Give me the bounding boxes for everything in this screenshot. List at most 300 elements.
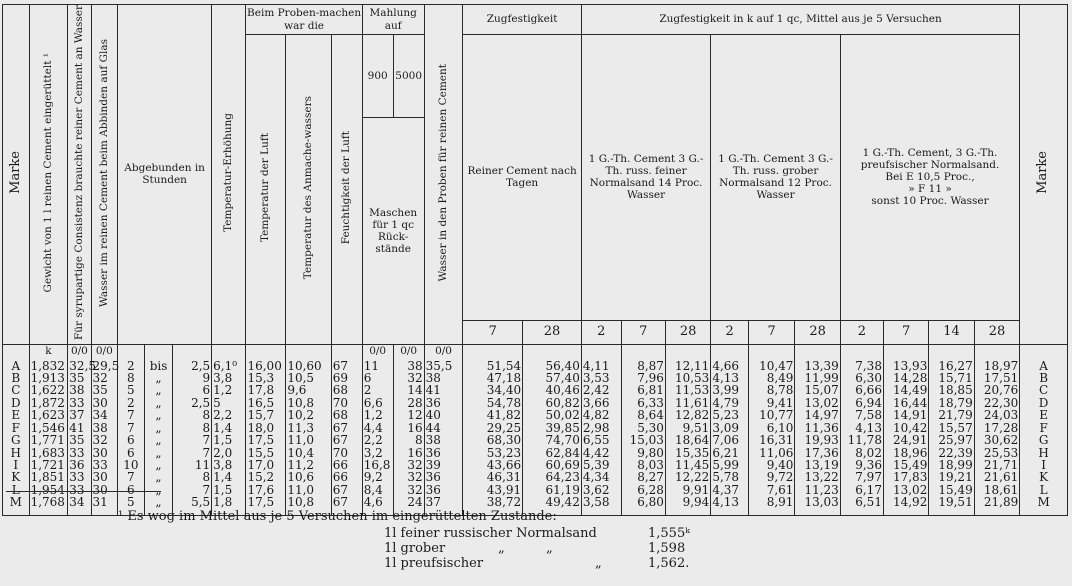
unit-percent: 0/0 bbox=[362, 344, 393, 356]
cell-wasser-glas: 33 bbox=[91, 459, 118, 471]
cell-grober-28: 14,97 bbox=[795, 409, 840, 421]
cell-feiner-2: 2,42 bbox=[581, 384, 621, 396]
cell-preuss-2: 4,13 bbox=[840, 422, 883, 434]
cell-preuss-28: 24,03 bbox=[974, 409, 1020, 421]
cell-preuss-2: 11,78 bbox=[840, 434, 883, 446]
cell-reiner-7: 47,18 bbox=[463, 372, 523, 384]
cell-preuss-2: 6,30 bbox=[840, 372, 883, 384]
cell-abgebunden-von: 6 bbox=[118, 484, 145, 496]
cell-marke-right: A bbox=[1020, 356, 1068, 372]
cell-reiner-7: 34,40 bbox=[463, 384, 523, 396]
header-day: 7 bbox=[883, 320, 928, 344]
cell-preuss-28: 21,71 bbox=[974, 459, 1020, 471]
cell-preuss-14: 15,57 bbox=[929, 422, 974, 434]
cell-grober-2: 4,13 bbox=[711, 372, 749, 384]
cell-temp-wasser: 10,4 bbox=[286, 447, 331, 459]
cell-consistenz: 38 bbox=[68, 384, 91, 396]
cell-feiner-7: 15,03 bbox=[621, 434, 665, 446]
cell-reiner-28: 56,40 bbox=[523, 356, 582, 372]
cell-temp-luft: 15,2 bbox=[246, 471, 286, 483]
cell-mahlung-5000: 24 bbox=[393, 496, 424, 515]
cell-marke-right: B bbox=[1020, 372, 1068, 384]
footnote-item-ditto: „ bbox=[595, 556, 602, 571]
cell-mahlung-5000: 16 bbox=[393, 447, 424, 459]
cell-gewicht: 1,832 bbox=[29, 356, 68, 372]
cell-consistenz: 41 bbox=[68, 422, 91, 434]
cell-feiner-28: 11,61 bbox=[665, 397, 710, 409]
cell-marke: G bbox=[3, 434, 30, 446]
cell-wasser-glas: 30 bbox=[91, 447, 118, 459]
cell-mahlung-900: 4,4 bbox=[362, 422, 393, 434]
cell-feuchtigkeit: 67 bbox=[331, 422, 362, 434]
cell-temperatur-erhoehung: 3,8 bbox=[212, 372, 246, 384]
table-row bbox=[3, 409, 1068, 421]
cell-feiner-7: 8,03 bbox=[621, 459, 665, 471]
header-marke: Marke bbox=[3, 5, 30, 345]
cell-temp-luft: 16,00 bbox=[246, 356, 286, 372]
cell-consistenz: 34 bbox=[68, 496, 91, 515]
table-row bbox=[3, 434, 1068, 446]
cell-marke-right: D bbox=[1020, 397, 1068, 409]
cell-temp-wasser: 11,0 bbox=[286, 484, 331, 496]
cell-grober-7: 6,10 bbox=[748, 422, 794, 434]
cell-abgebunden-nach: 6 bbox=[173, 384, 212, 396]
cell-preuss-7: 14,28 bbox=[883, 372, 928, 384]
cell-reiner-7: 54,78 bbox=[463, 397, 523, 409]
header-gewicht: Gewicht von 1 l reinen Cement eingerüttelt ¹ bbox=[29, 5, 68, 345]
cell-mahlung-5000: 32 bbox=[393, 459, 424, 471]
cell-marke: E bbox=[3, 409, 30, 421]
cell-preuss-28: 25,53 bbox=[974, 447, 1020, 459]
unit-percent: 0/0 bbox=[91, 344, 118, 356]
cell-feiner-7: 6,33 bbox=[621, 397, 665, 409]
cell-temperatur-erhoehung: 1,4 bbox=[212, 422, 246, 434]
cell-mahlung-900: 6,6 bbox=[362, 397, 393, 409]
cell-mahlung-5000: 8 bbox=[393, 434, 424, 446]
header-grober-normalsand: 1 G.-Th. Cement 3 G.-Th. russ. grober Normalsand 12 Proc. Wasser bbox=[711, 35, 840, 321]
cell-abgebunden-nach: 11 bbox=[173, 459, 212, 471]
cell-abgebunden-bis: „ bbox=[144, 434, 173, 446]
cell-reiner-7: 53,23 bbox=[463, 447, 523, 459]
cell-feuchtigkeit: 66 bbox=[331, 459, 362, 471]
cell-preuss-14: 18,79 bbox=[929, 397, 974, 409]
header-temperatur-erhoehung: Temperatur-Erhöhung bbox=[212, 5, 246, 345]
cell-grober-7: 9,72 bbox=[748, 471, 794, 483]
cell-abgebunden-bis: „ bbox=[144, 409, 173, 421]
cell-feiner-2: 6,55 bbox=[581, 434, 621, 446]
cell-preuss-2: 6,17 bbox=[840, 484, 883, 496]
cell-temperatur-erhoehung: 2,0 bbox=[212, 447, 246, 459]
cell-temperatur-erhoehung: 5 bbox=[212, 397, 246, 409]
cell-grober-7: 7,61 bbox=[748, 484, 794, 496]
cell-temperatur-erhoehung: 3,8 bbox=[212, 459, 246, 471]
cell-reiner-28: 39,85 bbox=[523, 422, 582, 434]
cell-feiner-28: 10,53 bbox=[665, 372, 710, 384]
cell-mahlung-5000: 32 bbox=[393, 471, 424, 483]
cell-preuss-2: 8,02 bbox=[840, 447, 883, 459]
cell-grober-2: 4,79 bbox=[711, 397, 749, 409]
unit-percent: 0/0 bbox=[68, 344, 91, 356]
cell-reiner-28: 64,23 bbox=[523, 471, 582, 483]
cell-abgebunden-bis: „ bbox=[144, 496, 173, 515]
cell-preuss-14: 18,85 bbox=[929, 384, 974, 396]
header-zugfestigkeit-mittel: Zugfestigkeit in k auf 1 qc, Mittel aus je 5 Versuchen bbox=[581, 5, 1019, 35]
cell-preuss-7: 15,49 bbox=[883, 459, 928, 471]
header-maschen: Maschen für 1 qc Rück-stände bbox=[362, 117, 424, 344]
cell-consistenz: 33 bbox=[68, 471, 91, 483]
cell-grober-28: 15,07 bbox=[795, 384, 840, 396]
cell-feuchtigkeit: 70 bbox=[331, 397, 362, 409]
cell-feiner-7: 8,64 bbox=[621, 409, 665, 421]
cell-feuchtigkeit: 70 bbox=[331, 447, 362, 459]
cell-temperatur-erhoehung: 1,5 bbox=[212, 484, 246, 496]
cell-abgebunden-von: 6 bbox=[118, 447, 145, 459]
cell-feuchtigkeit: 68 bbox=[331, 384, 362, 396]
cell-abgebunden-von: 10 bbox=[118, 459, 145, 471]
cell-preuss-2: 6,51 bbox=[840, 496, 883, 515]
cell-feiner-2: 3,58 bbox=[581, 496, 621, 515]
cell-temperatur-erhoehung: 1,5 bbox=[212, 434, 246, 446]
cell-feiner-7: 7,96 bbox=[621, 372, 665, 384]
cell-preuss-7: 18,96 bbox=[883, 447, 928, 459]
cell-feiner-2: 5,39 bbox=[581, 459, 621, 471]
cell-feiner-2: 2,98 bbox=[581, 422, 621, 434]
cell-consistenz: 33 bbox=[68, 484, 91, 496]
cell-abgebunden-bis: „ bbox=[144, 484, 173, 496]
cell-feiner-28: 15,35 bbox=[665, 447, 710, 459]
header-marke-right: Marke bbox=[1020, 5, 1068, 345]
cell-preuss-28: 30,62 bbox=[974, 434, 1020, 446]
cell-feiner-28: 12,11 bbox=[665, 356, 710, 372]
cell-mahlung-900: 4,6 bbox=[362, 496, 393, 515]
cell-wasser-proben: 39 bbox=[424, 459, 463, 471]
cell-reiner-28: 40,46 bbox=[523, 384, 582, 396]
cell-grober-2: 3,99 bbox=[711, 384, 749, 396]
cell-temp-wasser: 11,0 bbox=[286, 434, 331, 446]
header-mahlung-900: 900 bbox=[362, 35, 393, 118]
cell-feiner-7: 8,27 bbox=[621, 471, 665, 483]
cell-temp-wasser: 10,6 bbox=[286, 471, 331, 483]
cell-grober-28: 13,22 bbox=[795, 471, 840, 483]
cell-preuss-2: 9,36 bbox=[840, 459, 883, 471]
cell-gewicht: 1,913 bbox=[29, 372, 68, 384]
cell-grober-28: 13,03 bbox=[795, 496, 840, 515]
cell-preuss-7: 14,49 bbox=[883, 384, 928, 396]
cell-marke: L bbox=[3, 484, 30, 496]
unit-percent: 0/0 bbox=[393, 344, 424, 356]
cell-reiner-28: 50,02 bbox=[523, 409, 582, 421]
cell-consistenz: 36 bbox=[68, 459, 91, 471]
cell-grober-2: 4,37 bbox=[711, 484, 749, 496]
cell-gewicht: 1,622 bbox=[29, 384, 68, 396]
cell-abgebunden-bis: „ bbox=[144, 422, 173, 434]
header-day: 7 bbox=[463, 320, 523, 344]
cell-temp-luft: 17,0 bbox=[246, 459, 286, 471]
footnote-item-value: 1,598 bbox=[648, 541, 686, 556]
cell-reiner-28: 60,69 bbox=[523, 459, 582, 471]
cell-gewicht: 1,623 bbox=[29, 409, 68, 421]
header-mahlung: Mahlung auf bbox=[362, 5, 424, 35]
cell-marke-right: M bbox=[1020, 496, 1068, 515]
cell-preuss-14: 15,49 bbox=[929, 484, 974, 496]
header-temp-wasser: Temperatur des Anmache-wassers bbox=[286, 35, 331, 345]
cell-preuss-7: 13,93 bbox=[883, 356, 928, 372]
cell-temperatur-erhoehung: 6,1⁰ bbox=[212, 356, 246, 372]
cell-mahlung-900: 1,2 bbox=[362, 409, 393, 421]
units-row bbox=[3, 344, 1068, 356]
cell-abgebunden-von: 8 bbox=[118, 372, 145, 384]
cell-abgebunden-bis: „ bbox=[144, 447, 173, 459]
cell-mahlung-5000: 12 bbox=[393, 409, 424, 421]
cell-preuss-2: 7,58 bbox=[840, 409, 883, 421]
cell-feiner-7: 5,30 bbox=[621, 422, 665, 434]
cell-feiner-2: 3,62 bbox=[581, 484, 621, 496]
cell-marke: C bbox=[3, 384, 30, 396]
cell-wasser-proben: 36 bbox=[424, 447, 463, 459]
cell-temp-luft: 15,3 bbox=[246, 372, 286, 384]
cell-marke: A bbox=[3, 356, 30, 372]
cell-temperatur-erhoehung: 2,2 bbox=[212, 409, 246, 421]
cell-feiner-2: 4,11 bbox=[581, 356, 621, 372]
cell-mahlung-5000: 38 bbox=[393, 356, 424, 372]
cell-preuss-28: 20,76 bbox=[974, 384, 1020, 396]
cell-reiner-7: 41,82 bbox=[463, 409, 523, 421]
cell-preuss-7: 13,02 bbox=[883, 484, 928, 496]
cell-wasser-glas: 29,5 bbox=[91, 356, 118, 372]
cell-wasser-glas: 34 bbox=[91, 409, 118, 421]
cell-preuss-7: 24,91 bbox=[883, 434, 928, 446]
cell-marke: I bbox=[3, 459, 30, 471]
cell-wasser-proben: 35,5 bbox=[424, 356, 463, 372]
cell-consistenz: 35 bbox=[68, 434, 91, 446]
cell-grober-2: 4,66 bbox=[711, 356, 749, 372]
cell-marke: F bbox=[3, 422, 30, 434]
cell-reiner-7: 29,25 bbox=[463, 422, 523, 434]
cell-consistenz: 32,5 bbox=[68, 356, 91, 372]
cell-reiner-28: 60,82 bbox=[523, 397, 582, 409]
header-abgebunden: Abgebunden in Stunden bbox=[118, 5, 212, 345]
cell-preuss-14: 21,79 bbox=[929, 409, 974, 421]
cell-abgebunden-bis: „ bbox=[144, 372, 173, 384]
cell-feuchtigkeit: 68 bbox=[331, 409, 362, 421]
cell-abgebunden-nach: 7 bbox=[173, 447, 212, 459]
header-preussischer-normalsand: 1 G.-Th. Cement, 3 G.-Th. preufsischer Normalsand. Bei E 10,5 Proc., » F 11 » sonst 10 Proc. Wasser bbox=[840, 35, 1019, 321]
cell-marke-right: C bbox=[1020, 384, 1068, 396]
footnote-rule bbox=[6, 491, 161, 492]
cell-grober-2: 4,13 bbox=[711, 496, 749, 515]
cell-marke: K bbox=[3, 471, 30, 483]
cell-marke: H bbox=[3, 447, 30, 459]
footnote-text: ¹ Es wog im Mittel aus je 5 Versuchen im eingerüttelten Zustande: bbox=[118, 509, 557, 524]
header-day: 28 bbox=[665, 320, 710, 344]
cell-feuchtigkeit: 67 bbox=[331, 484, 362, 496]
cell-feiner-7: 6,81 bbox=[621, 384, 665, 396]
cell-grober-2: 5,78 bbox=[711, 471, 749, 483]
cell-temp-wasser: 11,3 bbox=[286, 422, 331, 434]
cell-mahlung-5000: 28 bbox=[393, 397, 424, 409]
cell-feuchtigkeit: 66 bbox=[331, 471, 362, 483]
cell-mahlung-900: 2,2 bbox=[362, 434, 393, 446]
footnote-item-value: 1,555ᵏ bbox=[648, 526, 690, 541]
cell-preuss-28: 18,61 bbox=[974, 484, 1020, 496]
cell-temp-luft: 18,0 bbox=[246, 422, 286, 434]
cell-grober-7: 8,49 bbox=[748, 372, 794, 384]
cell-temp-luft: 17,6 bbox=[246, 484, 286, 496]
cell-grober-28: 19,93 bbox=[795, 434, 840, 446]
cell-wasser-proben: 36 bbox=[424, 471, 463, 483]
cell-reiner-28: 62,84 bbox=[523, 447, 582, 459]
cell-temp-luft: 17,5 bbox=[246, 496, 286, 515]
cell-temp-luft: 16,5 bbox=[246, 397, 286, 409]
cell-marke-right: H bbox=[1020, 447, 1068, 459]
cell-wasser-proben: 38 bbox=[424, 434, 463, 446]
header-beim-probenmachen: Beim Proben-machen war die bbox=[246, 5, 362, 35]
cell-preuss-7: 14,91 bbox=[883, 409, 928, 421]
cell-wasser-glas: 35 bbox=[91, 384, 118, 396]
cell-mahlung-900: 6 bbox=[362, 372, 393, 384]
cell-abgebunden-von: 2 bbox=[118, 397, 145, 409]
cell-consistenz: 33 bbox=[68, 397, 91, 409]
cell-consistenz: 35 bbox=[68, 372, 91, 384]
cell-preuss-14: 25,97 bbox=[929, 434, 974, 446]
cell-grober-2: 6,21 bbox=[711, 447, 749, 459]
cell-feuchtigkeit: 67 bbox=[331, 356, 362, 372]
cell-wasser-proben: 36 bbox=[424, 484, 463, 496]
cell-gewicht: 1,546 bbox=[29, 422, 68, 434]
cell-grober-2: 5,99 bbox=[711, 459, 749, 471]
cell-temp-wasser: 10,8 bbox=[286, 397, 331, 409]
cell-grober-7: 11,06 bbox=[748, 447, 794, 459]
cell-reiner-28: 74,70 bbox=[523, 434, 582, 446]
cell-reiner-28: 49,42 bbox=[523, 496, 582, 515]
cell-abgebunden-von: 7 bbox=[118, 422, 145, 434]
cell-wasser-proben: 44 bbox=[424, 422, 463, 434]
cell-temp-luft: 17,5 bbox=[246, 434, 286, 446]
cell-temp-wasser: 10,2 bbox=[286, 409, 331, 421]
cell-grober-7: 9,41 bbox=[748, 397, 794, 409]
footnote-item-label: 1l feiner russischer Normalsand bbox=[384, 526, 597, 541]
cell-mahlung-5000: 32 bbox=[393, 372, 424, 384]
cell-abgebunden-von: 6 bbox=[118, 434, 145, 446]
cell-temperatur-erhoehung: 1,2 bbox=[212, 384, 246, 396]
cell-feiner-28: 11,45 bbox=[665, 459, 710, 471]
header-wasser-proben: Wasser in den Proben für reinen Cement bbox=[424, 5, 463, 345]
cell-preuss-2: 6,66 bbox=[840, 384, 883, 396]
cell-gewicht: 1,683 bbox=[29, 447, 68, 459]
cell-mahlung-5000: 32 bbox=[393, 484, 424, 496]
header-wasser-glas: Wasser im reinen Cement beim Abbinden auf Glas bbox=[91, 5, 118, 345]
cell-feiner-28: 11,53 bbox=[665, 384, 710, 396]
cell-gewicht: 1,872 bbox=[29, 397, 68, 409]
header-day: 2 bbox=[840, 320, 883, 344]
cell-reiner-7: 46,31 bbox=[463, 471, 523, 483]
cell-abgebunden-nach: 7 bbox=[173, 484, 212, 496]
cell-wasser-proben: 40 bbox=[424, 409, 463, 421]
cell-marke-right: E bbox=[1020, 409, 1068, 421]
cell-preuss-2: 7,38 bbox=[840, 356, 883, 372]
cell-grober-7: 8,78 bbox=[748, 384, 794, 396]
cell-temp-luft: 15,5 bbox=[246, 447, 286, 459]
header-feuchtigkeit: Feuchtigkeit der Luft bbox=[331, 35, 362, 345]
cell-gewicht: 1,768 bbox=[29, 496, 68, 515]
footnote-item-label: 1l grober bbox=[384, 541, 446, 556]
header-day: 28 bbox=[974, 320, 1020, 344]
cell-feiner-2: 4,42 bbox=[581, 447, 621, 459]
cell-wasser-glas: 30 bbox=[91, 471, 118, 483]
cell-preuss-7: 17,83 bbox=[883, 471, 928, 483]
cell-marke-right: K bbox=[1020, 471, 1068, 483]
header-reiner-cement: Reiner Cement nach Tagen bbox=[463, 35, 581, 321]
cell-feiner-2: 4,82 bbox=[581, 409, 621, 421]
table-row bbox=[3, 356, 1068, 372]
cell-abgebunden-nach: 8 bbox=[173, 409, 212, 421]
cell-abgebunden-von: 2 bbox=[118, 356, 145, 372]
cell-gewicht: 1,721 bbox=[29, 459, 68, 471]
cell-feuchtigkeit: 67 bbox=[331, 434, 362, 446]
cell-preuss-2: 6,94 bbox=[840, 397, 883, 409]
cell-abgebunden-nach: 9 bbox=[173, 372, 212, 384]
cell-feiner-28: 9,51 bbox=[665, 422, 710, 434]
header-day: 7 bbox=[748, 320, 794, 344]
cell-feiner-7: 6,28 bbox=[621, 484, 665, 496]
header-temp-luft: Temperatur der Luft bbox=[246, 35, 286, 345]
cell-abgebunden-bis: „ bbox=[144, 397, 173, 409]
cell-mahlung-900: 3,2 bbox=[362, 447, 393, 459]
footnote-item-label: 1l preufsischer bbox=[384, 556, 484, 571]
cell-reiner-7: 43,91 bbox=[463, 484, 523, 496]
cell-wasser-glas: 30 bbox=[91, 484, 118, 496]
cell-grober-7: 16,31 bbox=[748, 434, 794, 446]
cell-grober-2: 3,09 bbox=[711, 422, 749, 434]
cell-abgebunden-nach: 8 bbox=[173, 422, 212, 434]
cell-temp-luft: 15,7 bbox=[246, 409, 286, 421]
cell-abgebunden-nach: 2,5 bbox=[173, 356, 212, 372]
cell-feuchtigkeit: 69 bbox=[331, 372, 362, 384]
cell-abgebunden-bis: bis bbox=[144, 356, 173, 372]
cell-grober-2: 7,06 bbox=[711, 434, 749, 446]
cell-abgebunden-nach: 2,5 bbox=[173, 397, 212, 409]
cell-preuss-7: 16,44 bbox=[883, 397, 928, 409]
header-day: 2 bbox=[581, 320, 621, 344]
header-zugfestigkeit: Zugfestigkeit bbox=[463, 5, 581, 35]
cell-grober-28: 11,99 bbox=[795, 372, 840, 384]
cell-gewicht: 1,954 bbox=[29, 484, 68, 496]
cell-grober-28: 13,19 bbox=[795, 459, 840, 471]
cell-reiner-7: 43,66 bbox=[463, 459, 523, 471]
cell-preuss-14: 19,51 bbox=[929, 496, 974, 515]
cell-preuss-28: 18,97 bbox=[974, 356, 1020, 372]
cell-feiner-2: 3,53 bbox=[581, 372, 621, 384]
header-feiner-normalsand: 1 G.-Th. Cement 3 G.-Th. russ. feiner Normalsand 14 Proc. Wasser bbox=[581, 35, 710, 321]
cell-temp-wasser: 10,60 bbox=[286, 356, 331, 372]
cell-mahlung-5000: 16 bbox=[393, 422, 424, 434]
cell-abgebunden-von: 5 bbox=[118, 496, 145, 515]
table-row bbox=[3, 471, 1068, 483]
cell-feiner-2: 3,66 bbox=[581, 397, 621, 409]
cell-mahlung-900: 2 bbox=[362, 384, 393, 396]
cell-preuss-28: 21,61 bbox=[974, 471, 1020, 483]
cell-preuss-2: 7,97 bbox=[840, 471, 883, 483]
cell-marke-right: I bbox=[1020, 459, 1068, 471]
cell-grober-28: 13,02 bbox=[795, 397, 840, 409]
cell-mahlung-900: 16,8 bbox=[362, 459, 393, 471]
cell-abgebunden-bis: „ bbox=[144, 384, 173, 396]
cell-gewicht: 1,851 bbox=[29, 471, 68, 483]
cell-reiner-7: 38,72 bbox=[463, 496, 523, 515]
header-day: 28 bbox=[795, 320, 840, 344]
cell-feiner-28: 18,64 bbox=[665, 434, 710, 446]
cell-marke-right: G bbox=[1020, 434, 1068, 446]
